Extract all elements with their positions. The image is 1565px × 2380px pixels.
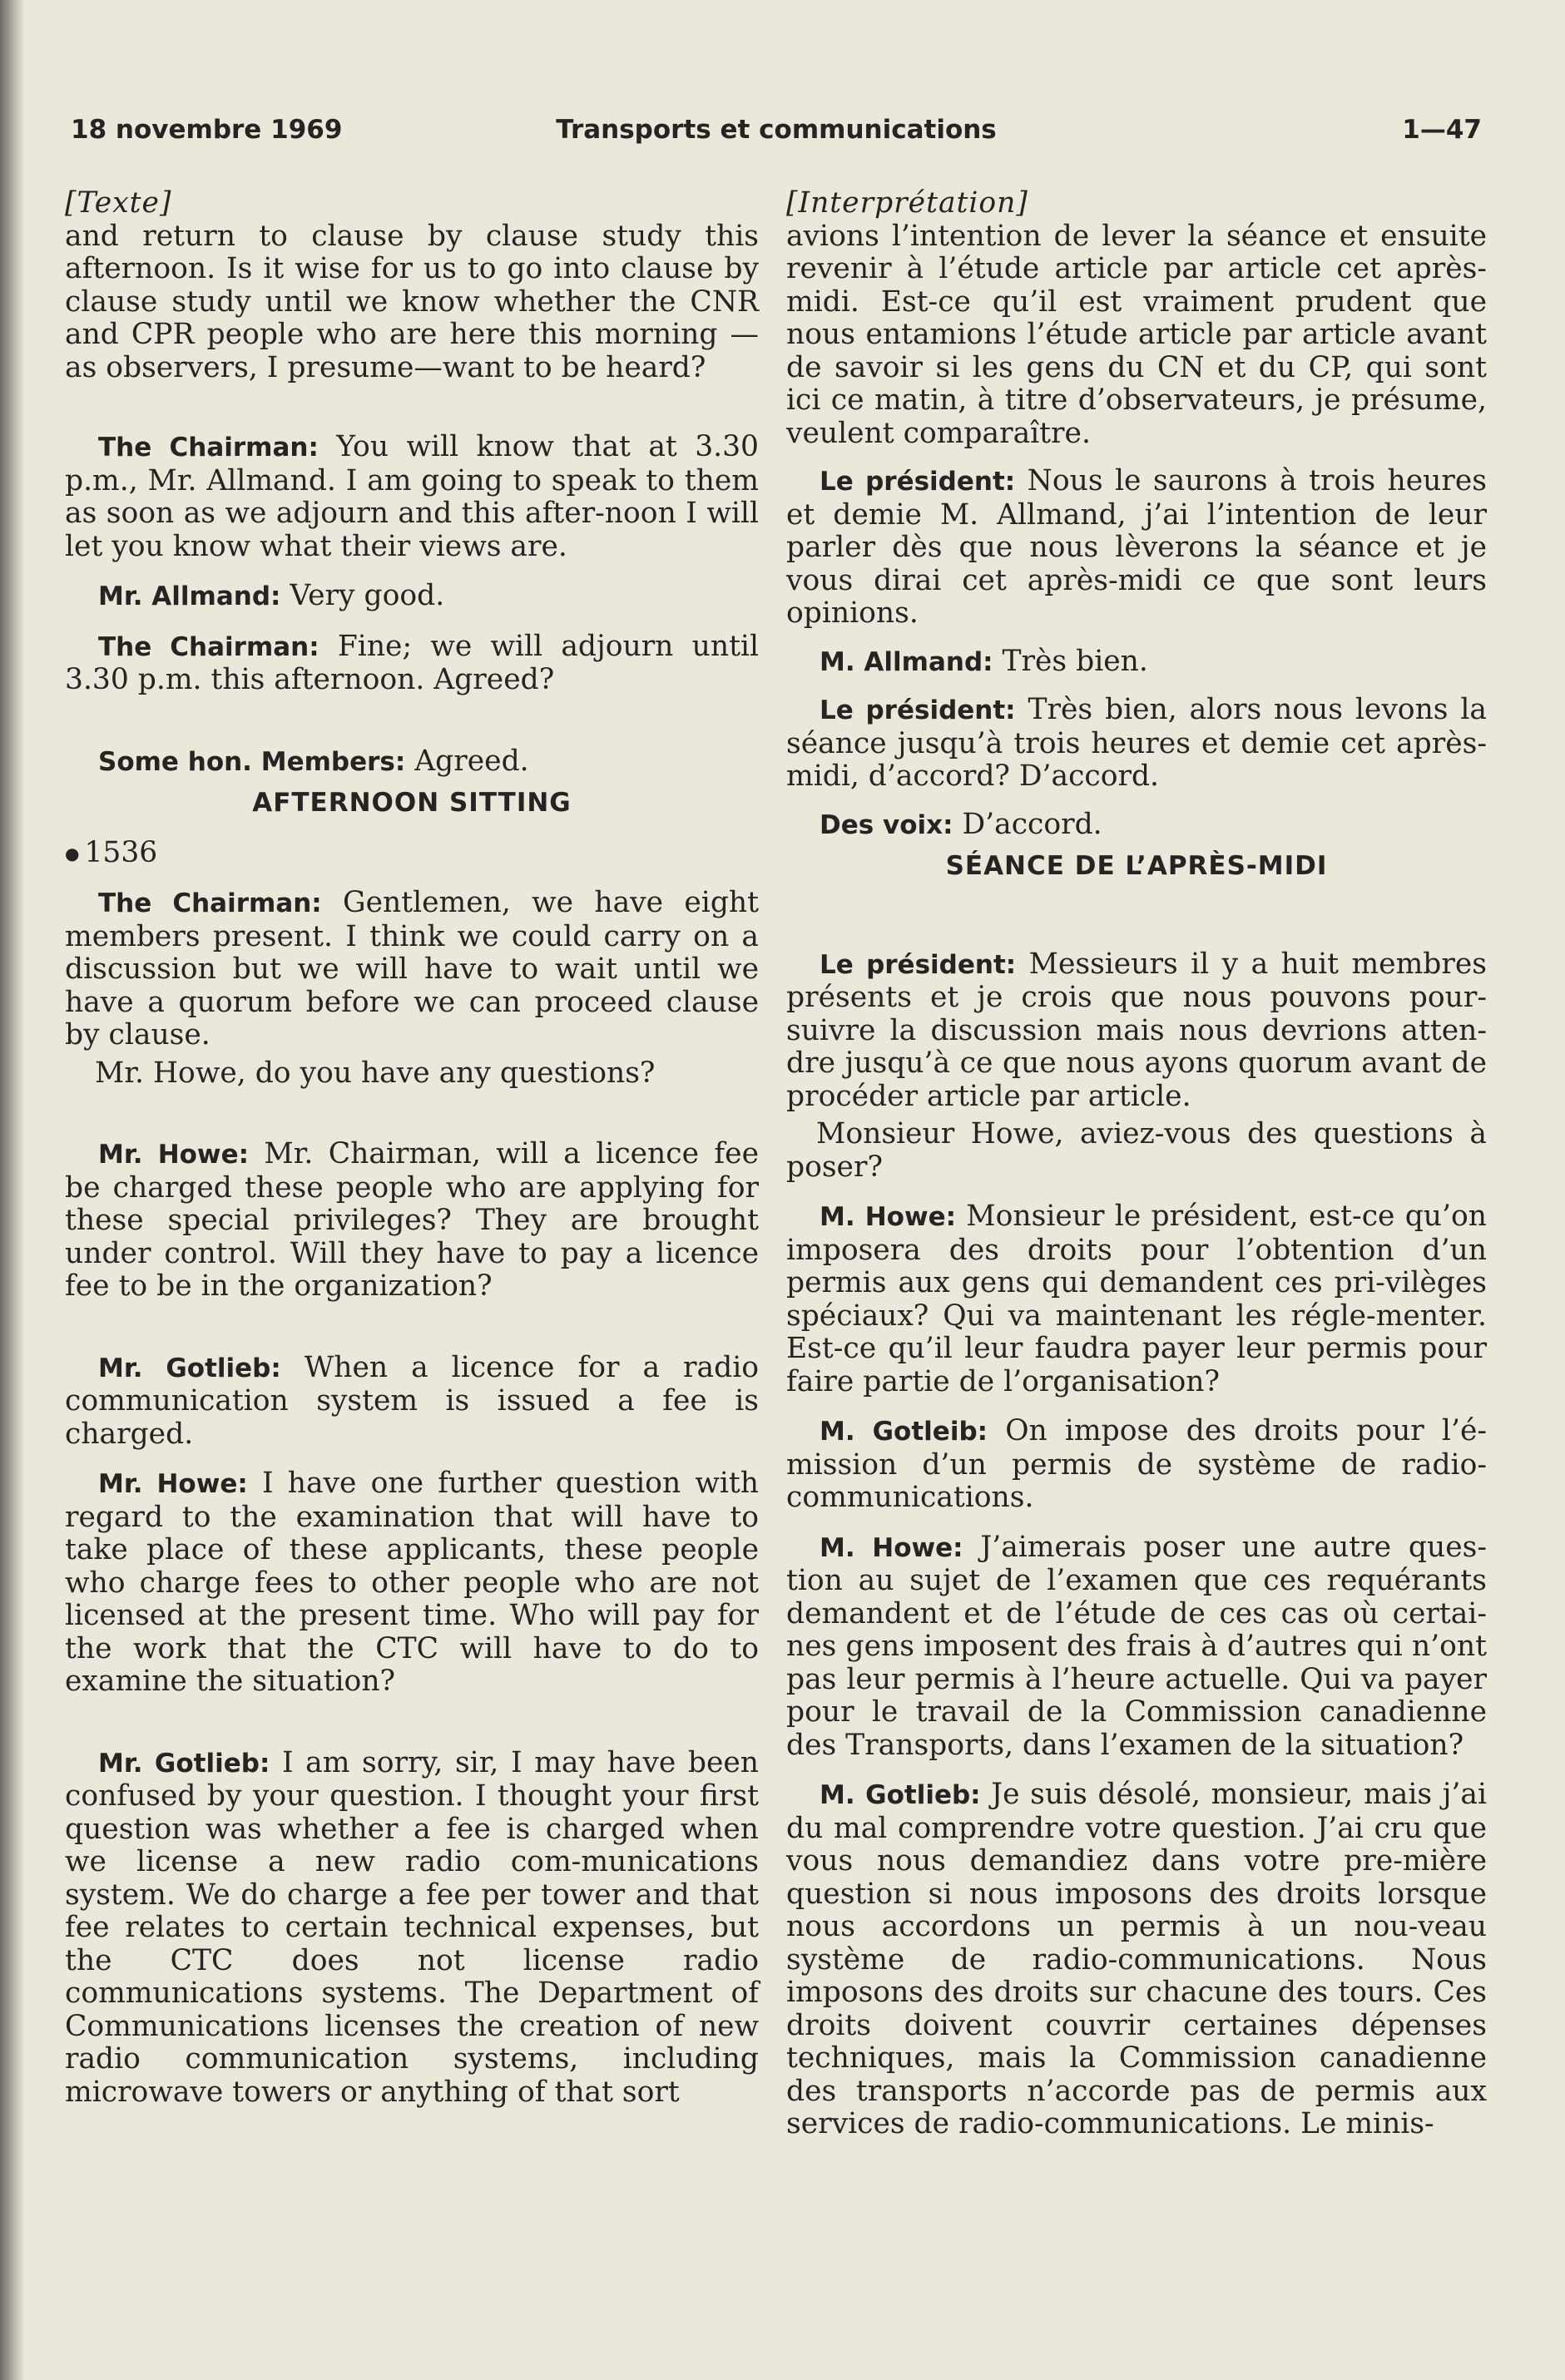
speech-text: I am sorry, sir, I may have been confused by your question. I thought your first question was whether a fee is charged when we license a new radio com-munications system. We do charge a fee per tower and that fee relates to certain technical expenses, but the CTC does not license radio communications systems. The Department of Communications licenses the creation of new radio communication systems, including microwave towers or anything of that sort [65,1745,759,2109]
header-date: 18 novembre 1969 [71,115,343,145]
speech-text: D’accord. [953,807,1102,841]
paragraph: avions l’intention de lever la séance et ensuite revenir à l’étude article par article cet après-midi. Est-ce qu’il est vraiment prudent que nous entamions l’étude article par article avant de savoir si les gens du CN et du CP, qui sont ici ce matin, à titre d’observateurs, je présume, veulent comparaître. [786,219,1487,450]
speech-paragraph [786,809,1487,843]
speech-text: When a licence for a radio communication system is issued a fee is charged. [65,1350,760,1451]
paragraph: Mr. Howe, do you have any questions? [95,1056,656,1090]
speech-paragraph [786,1779,1487,2141]
section-heading: SÉANCE DE L’APRÈS-MIDI [945,851,1328,881]
speech-text: Très bien. [993,644,1148,678]
speaker-name: Mr. Gotlieb: [98,1748,270,1779]
speaker-name: Mr. Gotlieb: [98,1353,281,1383]
language-tag: [Texte] [65,186,172,220]
speech-text: On impose des droits pour l’é-mission d’un permis de système de radio-communications. [786,1414,1488,1514]
speech-text: Monsieur le président, est-ce qu’on imposera des droits pour l’obtention d’un permis aux gens qui demandent ces pri-vilèges spéciaux? Qui va maintenant les régle-menter. Est-ce qu’il leur faudra payer leur permis pour faire partie de l’organisation? [786,1200,1487,1398]
speech-text: Very good. [280,579,445,612]
speech-paragraph [65,1467,759,1699]
speech-text: Gentlemen, we have eight members present. I think we could carry on a discussion but we will have to wait until we have a quorum before we can proceed clause by clause. [65,886,760,1051]
speech-paragraph [65,1747,759,2110]
speech-text: Très bien, alors nous levons la séance jusqu’à trois heures et demie cet après-midi, d’accord? D’accord. [786,693,1487,793]
speech-text: J’aimerais poser une autre ques-tion au sujet de l’examen que ces requérants demandent et de l’étude de ces cas où certai-nes gens imposent des frais à d’autres qui n’ont pas leur permis à l’heure actuelle. Qui va payer pour le travail de la Commission canadienne des Transports, dans l’examen de la situation? [786,1530,1487,1762]
speaker-name: Des voix: [820,809,953,840]
speech-text: Mr. Chairman, will a licence fee be charged these people who are applying for these special privileges? They are brought under control. Will they have to pay a licence fee to be in the organization? [65,1137,759,1303]
speaker-name: The Chairman: [98,433,319,463]
speech-text: I have one further question with regard to the examination that will have to take place of these applicants, these people who charge fees to other people who are not licensed at the present time. Who will pay for the work that the CTC will have to do to examine the situation? [65,1467,759,1698]
speaker-name: Le président: [820,695,1016,725]
running-header [71,115,1482,156]
speech-paragraph [786,646,1487,680]
speech-paragraph [786,948,1487,1114]
speaker-name: Mr. Allmand: [98,581,281,611]
speaker-name: M. Howe: [820,1202,957,1232]
paragraph: Monsieur Howe, aviez-vous des questions à poser? [786,1117,1487,1184]
speech-text: Messieurs il y a huit membres présents et je crois que nous pouvons pour-suivre la discussion mais nous devrions atten-dre jusqu’à ce que nous ayons quorum avant de procéder article par article. [786,947,1487,1113]
speech-paragraph [786,1531,1487,1763]
paragraph: and return to clause by clause study this afternoon. Is it wise for us to go into clause by clause study until we know whether the CNR and CPR people who are here this morning —as observers, I presume—want to be heard? [65,219,759,384]
header-title: Transports et communications [556,115,997,145]
speech-paragraph [65,580,759,614]
speech-paragraph [786,694,1487,794]
speech-text: Agreed. [405,744,529,778]
speech-paragraph [65,745,759,779]
speaker-name: Some hon. Members: [98,746,406,777]
speech-paragraph [65,631,759,697]
speech-paragraph [786,1415,1487,1515]
speech-text: Je suis désolé, monsieur, mais j’ai du mal comprendre votre question. J’ai cru que vous nous demandiez dans votre pre-mière question si nous imposons des droits lorsque nous accordons un permis à un nou-veau système de radio-communications. Nous imposons des droits sur chacune des tours. Ces droits doivent couvrir certaines dépenses techniques, mais la Commission canadienne des transports n’accorde pas de permis aux services de radio-communications. Le minis- [786,1778,1488,2140]
speech-paragraph [65,1138,759,1304]
speech-paragraph [786,1200,1487,1398]
speaker-name: Le président: [820,467,1016,497]
english-column [65,187,759,2109]
speaker-name: Le président: [820,949,1017,980]
speech-paragraph [65,1352,759,1452]
speaker-name: Mr. Howe: [98,1469,248,1499]
speaker-name: Mr. Howe: [98,1140,249,1170]
speaker-name: M. Gotleib: [820,1417,988,1447]
french-column [786,187,1487,2141]
speaker-name: M. Allmand: [820,646,993,677]
speech-paragraph [786,465,1487,631]
speaker-name: The Chairman: [98,631,319,662]
speech-paragraph [65,887,759,1052]
speaker-name: The Chairman: [98,888,322,918]
speech-text: Fine; we will adjourn until 3.30 p.m. this afternoon. Agreed? [65,629,759,696]
speaker-name: M. Howe: [820,1532,963,1563]
time-marker: ● 1536 [65,837,759,871]
section-heading: AFTERNOON SITTING [252,788,572,818]
speech-text: Nous le saurons à trois heures et demie M. Allmand, j’ai l’intention de leur parler dès que nous lèverons la séance et je vous dirai cet après-midi ce que sont leurs opinions. [786,464,1487,630]
speech-text: You will know that at 3.30 p.m., Mr. Allmand. I am going to speak to them as soon as we adjourn and this after-noon I will let you know what their views are. [65,430,760,563]
speaker-name: M. Gotlieb: [820,1780,981,1810]
language-tag: [Interprétation] [786,186,1028,220]
page-binding-shadow [0,0,25,2380]
speech-paragraph [65,431,759,563]
page-number: 1—47 [1402,115,1482,145]
